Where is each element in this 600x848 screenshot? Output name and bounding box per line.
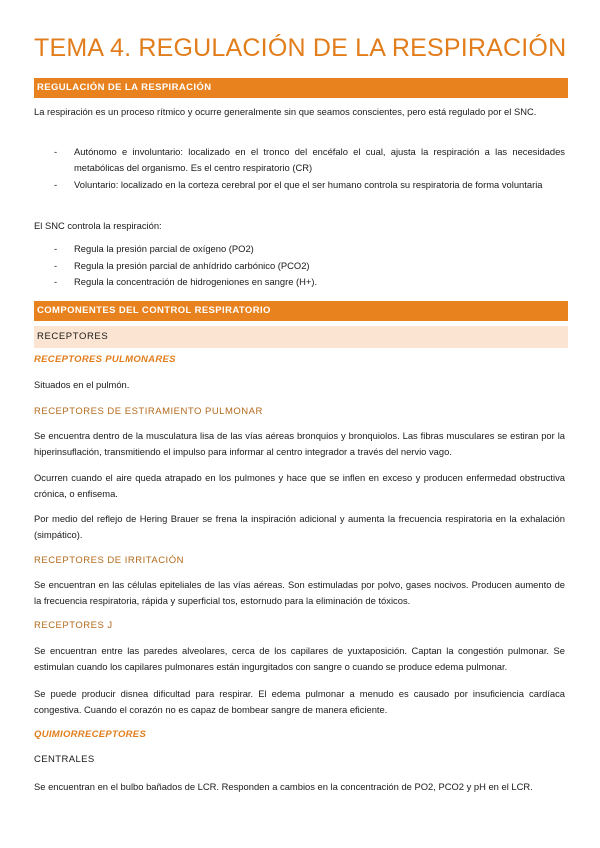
bullet-dash: - [54, 243, 58, 254]
list-item-text: Regula la presión parcial de oxígeno (PO2) [74, 243, 254, 254]
irritacion-paragraph: Se encuentran en las células epiteliales de las vías aéreas. Son estimuladas por polvo, gases nocivos. Producen aumento de la frecuencia respiratoria, rápida y superficial tos, estornudo para la eliminación de tóxicos. [34, 579, 565, 606]
list-item [54, 177, 565, 193]
estiramiento-paragraph-1: Se encuentra dentro de la musculatura lisa de las vías aéreas bronquios y bronquiolos. Las fibras musculares se estiran por la hiperinsuflación, transmitiendo el impulso para informar al centro integrador a través del nervio vago. [34, 430, 565, 457]
intro-paragraph: La respiración es un proceso rítmico y ocurre generalmente sin que seamos conscientes, pero está regulado por el SNC. [34, 106, 537, 117]
heading-estiramiento: RECEPTORES DE ESTIRAMIENTO PULMONAR [34, 406, 263, 417]
estiramiento-paragraph-2: Ocurren cuando el aire queda atrapado en los pulmones y hace que se inflen en exceso y producen enfermedad obstructiva crónica, o enfisema. [34, 472, 565, 499]
heading-centrales: CENTRALES [34, 754, 95, 765]
snc-intro: El SNC controla la respiración: [34, 220, 162, 231]
heading-irritacion: RECEPTORES DE IRRITACIÓN [34, 555, 184, 566]
heading-receptores-j: RECEPTORES J [34, 620, 113, 631]
bullet-dash: - [54, 146, 58, 157]
pulmonares-paragraph: Situados en el pulmón. [34, 379, 130, 390]
section-heading-regulacion: REGULACIÓN DE LA RESPIRACIÓN [34, 78, 568, 98]
list-item [54, 144, 565, 176]
section-heading-componentes: COMPONENTES DEL CONTROL RESPIRATORIO [34, 301, 568, 321]
heading-receptores-pulmonares: RECEPTORES PULMONARES [34, 354, 176, 365]
bullet-dash: - [54, 179, 58, 190]
list-item [54, 241, 565, 257]
heading-quimiorreceptores: QUIMIORRECEPTORES [34, 729, 147, 740]
list-item-text: Regula la concentración de hidrogeniones en sangre (H+). [74, 276, 318, 287]
j-paragraph-2: Se puede producir disnea dificultad para respirar. El edema pulmonar a menudo es causado por insuficiencia cardíaca congestiva. Cuando el corazón no es capaz de bombear sangre de manera eficiente. [34, 688, 565, 715]
bullet-dash: - [54, 260, 58, 271]
bullet-dash: - [54, 276, 58, 287]
document-title: TEMA 4. REGULACIÓN DE LA RESPIRACIÓN [34, 34, 567, 62]
centrales-paragraph: Se encuentran en el bulbo bañados de LCR. Responden a cambios en la concentración de PO2, PCO2 y pH en el LCR. [34, 781, 533, 792]
receptores-band: RECEPTORES [34, 326, 568, 348]
list-item-text: Autónomo e involuntario: localizado en el tronco del encéfalo el cual, ajusta la respiración a las necesidades metabólicas del organismo. Es el centro respiratorio (CR) [74, 146, 565, 173]
j-paragraph-1: Se encuentran entre las paredes alveolares, cerca de los capilares de yuxtaposición. Captan la congestión pulmonar. Se estimulan cuando los capilares pulmonares están ingurgitados con sangre o cuando se produce edema pulmonar. [34, 645, 565, 672]
list-item-text: Regula la presión parcial de anhídrido carbónico (PCO2) [74, 260, 310, 271]
list-item [54, 274, 565, 290]
list-item [54, 258, 565, 274]
list-item-text: Voluntario: localizado en la corteza cerebral por el que el ser humano controla su respiratoria de forma voluntaria [74, 179, 543, 190]
estiramiento-paragraph-3: Por medio del reflejo de Hering Brauer se frena la inspiración adicional y aumenta la frecuencia respiratoria en la exhalación (simpático). [34, 513, 565, 540]
